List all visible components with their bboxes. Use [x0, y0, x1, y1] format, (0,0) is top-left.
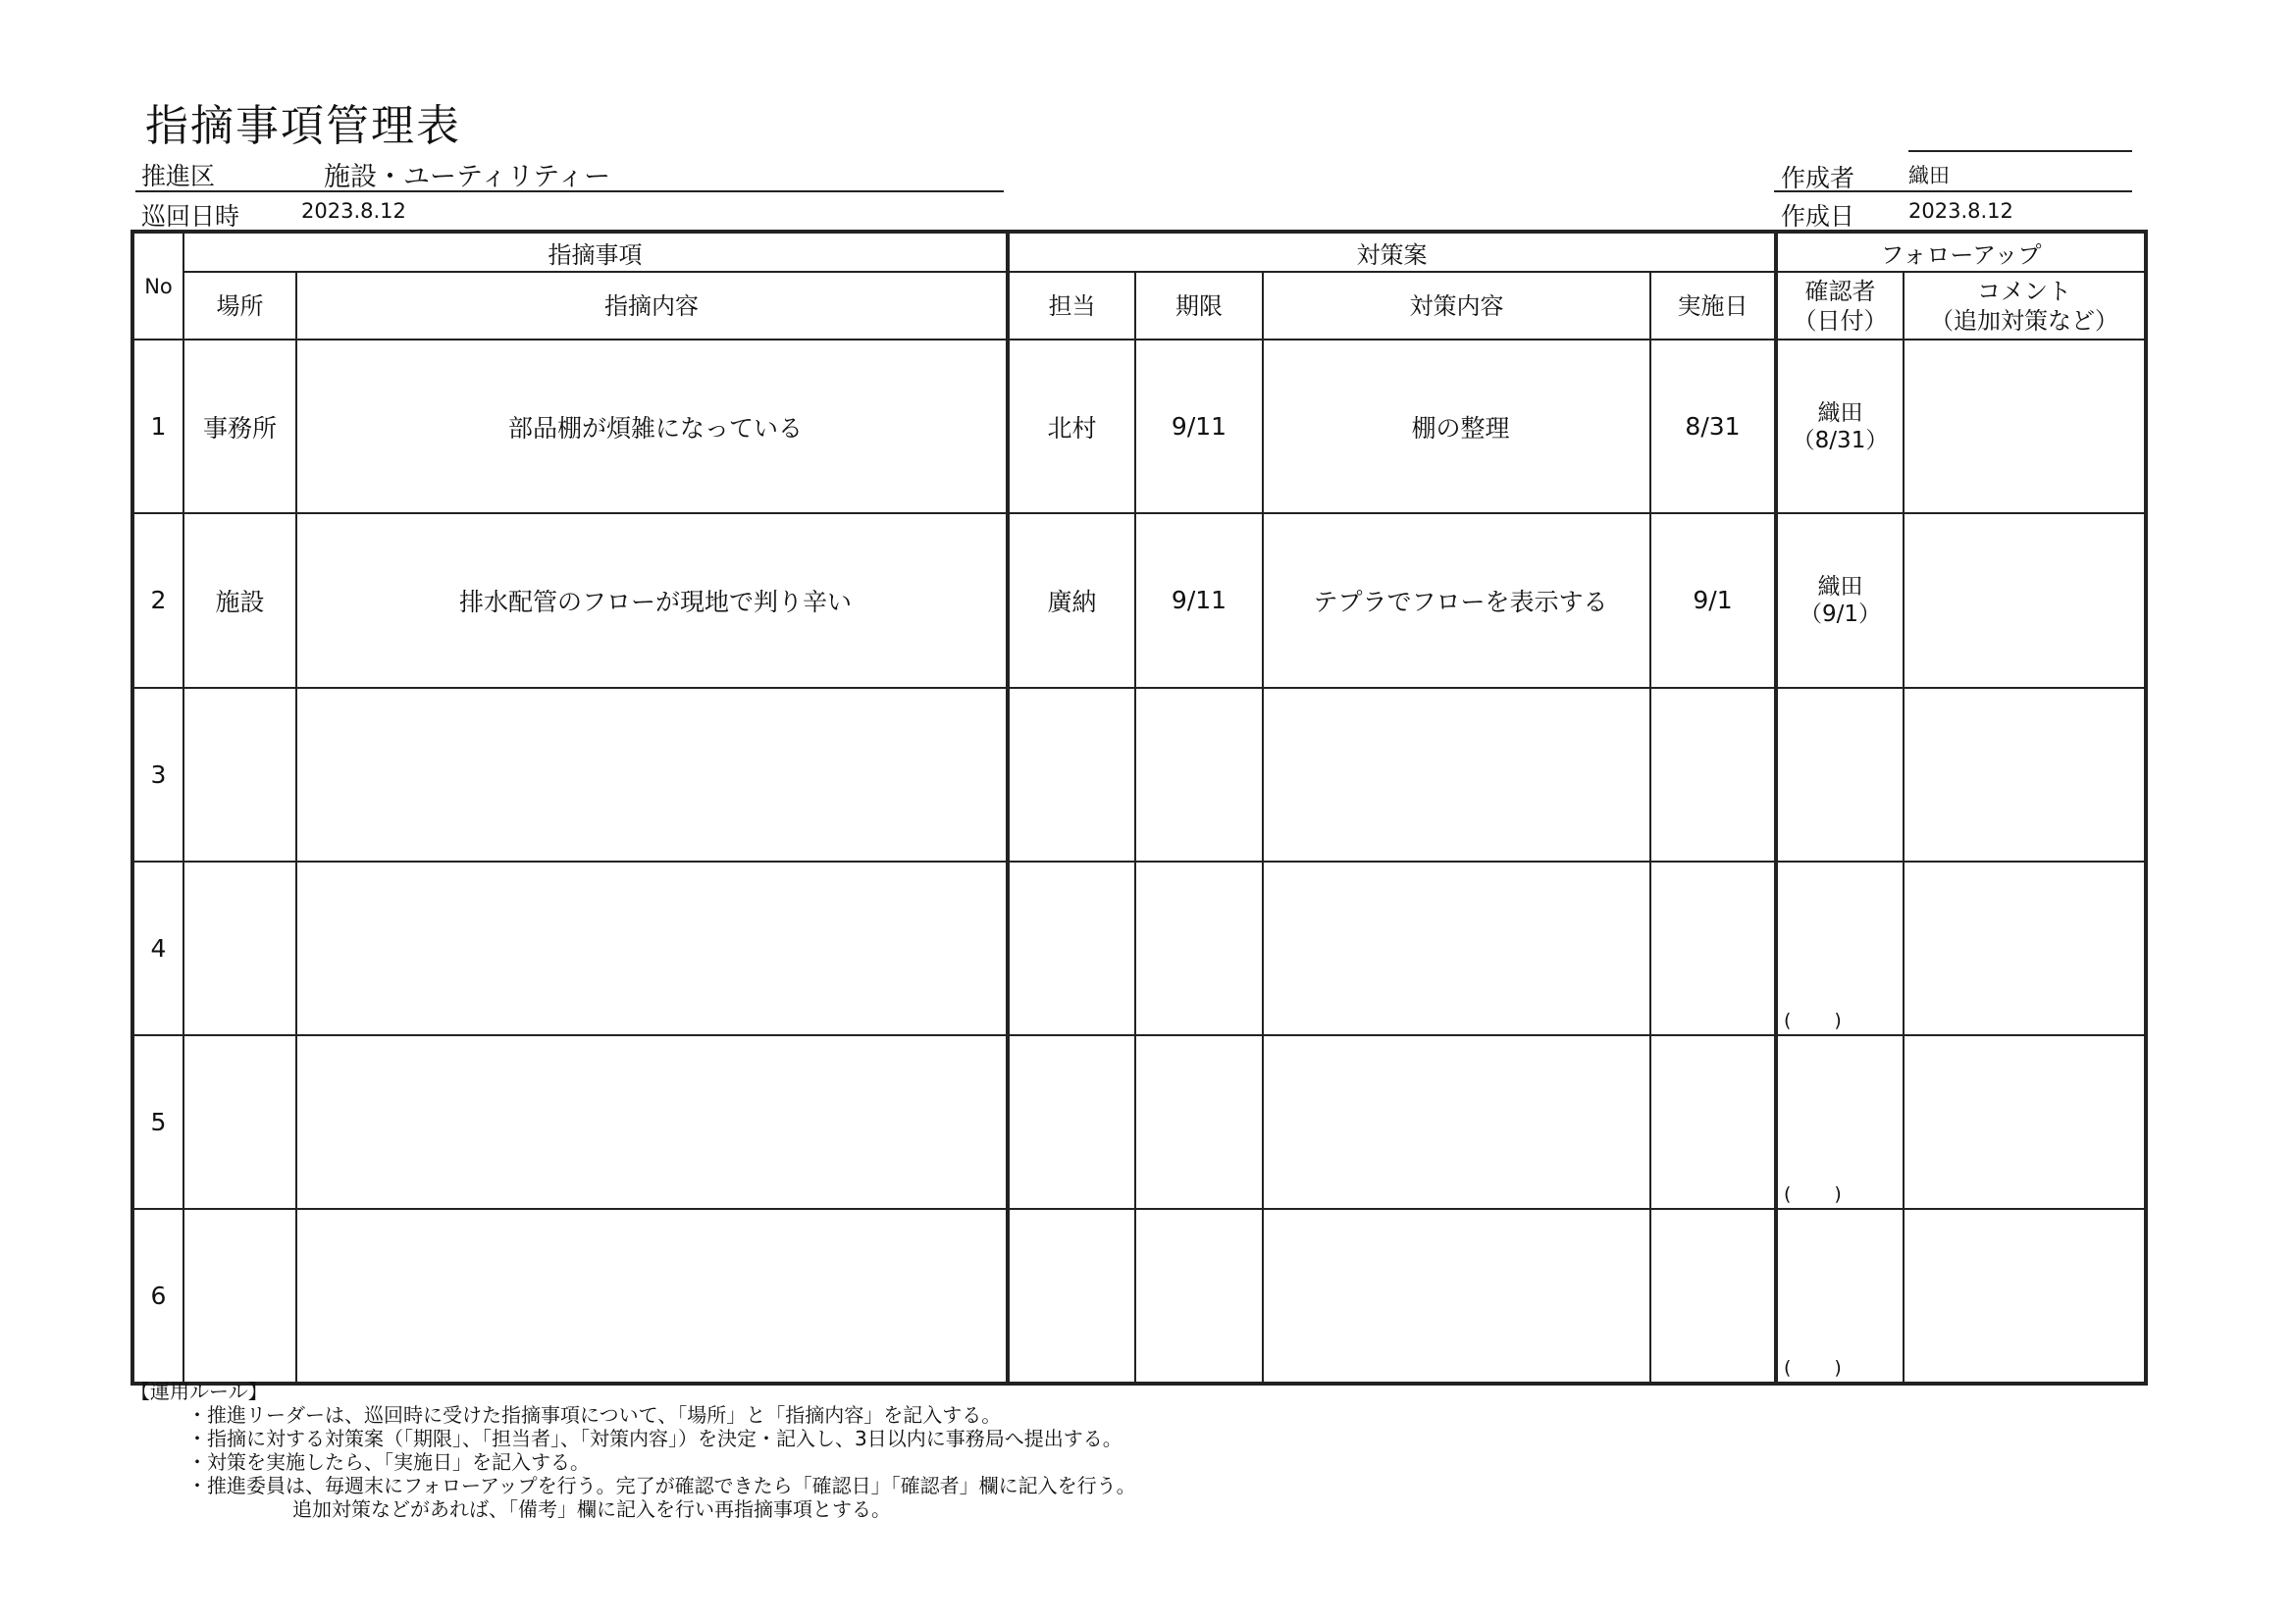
deadline-cell[interactable]: 9/11	[1135, 340, 1263, 513]
done-date-cell[interactable]	[1650, 862, 1776, 1035]
area-underline	[135, 190, 1004, 192]
confirmer-header-line2: （日付）	[1793, 306, 1888, 335]
confirmer-name: 織田	[1817, 573, 1863, 600]
author-label: 作成者	[1781, 164, 1855, 192]
confirmer-cell[interactable]	[1776, 1209, 1904, 1384]
owner-cell[interactable]	[1008, 862, 1135, 1035]
confirmer-cell[interactable]	[1776, 862, 1904, 1035]
owner-cell[interactable]	[1008, 688, 1135, 862]
done-date-cell[interactable]	[1650, 1209, 1776, 1384]
location-cell[interactable]	[183, 1209, 296, 1384]
row-number: 6	[132, 1209, 183, 1384]
created-label: 作成日	[1781, 202, 1855, 231]
comment-cell[interactable]	[1904, 513, 2146, 687]
content-cell[interactable]: 排水配管のフローが現地で判り辛い	[296, 513, 1008, 687]
row-number: 2	[132, 513, 183, 687]
confirm-date: （8/31）	[1792, 427, 1889, 453]
author-topline	[1908, 150, 2132, 152]
row-number: 4	[132, 862, 183, 1035]
measure-header: 対策内容	[1263, 272, 1650, 340]
rule-item: ・推進委員は、毎週末にフォローアップを行う。完了が確認できたら「確認日」「確認者」欄に記入を行う。	[187, 1474, 1136, 1497]
confirmer-header	[1776, 272, 1904, 340]
row-number: 3	[132, 688, 183, 862]
table-row	[132, 1209, 2146, 1384]
table-row	[132, 688, 2146, 862]
table-row	[132, 340, 2146, 513]
comment-cell[interactable]	[1904, 862, 2146, 1035]
confirmer-header-line1: 確認者	[1804, 277, 1876, 305]
content-cell[interactable]	[296, 1035, 1008, 1209]
measure-cell[interactable]	[1263, 862, 1650, 1035]
table-row	[132, 862, 2146, 1035]
done-date-cell[interactable]: 9/1	[1650, 513, 1776, 687]
patrol-date-value: 2023.8.12	[301, 199, 406, 223]
author-underline	[1774, 190, 2132, 192]
location-cell[interactable]: 施設	[183, 513, 296, 687]
document-title: 指摘事項管理表	[145, 101, 461, 151]
operating-rules	[130, 1380, 1136, 1521]
measure-cell[interactable]	[1263, 1209, 1650, 1384]
content-header: 指摘内容	[296, 272, 1008, 340]
confirmer-cell[interactable]	[1776, 688, 1904, 862]
findings-table	[130, 230, 2148, 1386]
created-value: 2023.8.12	[1908, 199, 2013, 223]
comment-header	[1904, 272, 2146, 340]
owner-cell[interactable]	[1008, 1209, 1135, 1384]
rule-item: ・対策を実施したら、「実施日」を記入する。	[187, 1450, 590, 1474]
location-cell[interactable]	[183, 1035, 296, 1209]
deadline-cell[interactable]	[1135, 1209, 1263, 1384]
measure-cell[interactable]	[1263, 688, 1650, 862]
measure-cell[interactable]	[1263, 1035, 1650, 1209]
deadline-header: 期限	[1135, 272, 1263, 340]
area-value: 施設・ユーティリティー	[324, 162, 611, 192]
countermeasures-group-header: 対策案	[1008, 232, 1776, 272]
done-date-cell[interactable]	[1650, 688, 1776, 862]
deadline-cell[interactable]	[1135, 688, 1263, 862]
followup-group-header: フォローアップ	[1776, 232, 2146, 272]
author-value: 織田	[1908, 164, 1950, 187]
rules-heading: 【運用ルール】	[130, 1380, 268, 1403]
owner-cell[interactable]: 北村	[1008, 340, 1135, 513]
location-cell[interactable]: 事務所	[183, 340, 296, 513]
patrol-date-label: 巡回日時	[141, 202, 240, 231]
comment-cell[interactable]	[1904, 1209, 2146, 1384]
confirmer-cell[interactable]	[1776, 340, 1904, 513]
confirmer-name: 織田	[1817, 399, 1863, 426]
done-date-cell[interactable]	[1650, 1035, 1776, 1209]
confirm-date-placeholder: ( )	[1784, 1357, 1844, 1379]
content-cell[interactable]	[296, 1209, 1008, 1384]
deadline-cell[interactable]	[1135, 1035, 1263, 1209]
comment-cell[interactable]	[1904, 340, 2146, 513]
row-number: 5	[132, 1035, 183, 1209]
rule-item: ・指摘に対する対策案（「期限」、「担当者」、「対策内容」）を決定・記入し、3日以内に事務局へ提出する。	[187, 1427, 1122, 1450]
content-cell[interactable]	[296, 862, 1008, 1035]
comment-cell[interactable]	[1904, 1035, 2146, 1209]
rule-continuation: 追加対策などがあれば、「備考」欄に記入を行い再指摘事項とする。	[292, 1497, 891, 1521]
confirmer-cell[interactable]	[1776, 513, 1904, 687]
location-header: 場所	[183, 272, 296, 340]
confirmer-cell[interactable]	[1776, 1035, 1904, 1209]
findings-group-header: 指摘事項	[183, 232, 1008, 272]
no-header: No	[132, 232, 183, 340]
location-cell[interactable]	[183, 862, 296, 1035]
deadline-cell[interactable]: 9/11	[1135, 513, 1263, 687]
owner-cell[interactable]: 廣納	[1008, 513, 1135, 687]
confirm-date: （9/1）	[1799, 601, 1881, 627]
measure-cell[interactable]: 棚の整理	[1263, 340, 1650, 513]
table-row	[132, 1035, 2146, 1209]
deadline-cell[interactable]	[1135, 862, 1263, 1035]
owner-cell[interactable]	[1008, 1035, 1135, 1209]
row-number: 1	[132, 340, 183, 513]
measure-cell[interactable]: テプラでフローを表示する	[1263, 513, 1650, 687]
table-row	[132, 513, 2146, 687]
location-cell[interactable]	[183, 688, 296, 862]
confirm-date-placeholder: ( )	[1784, 1009, 1844, 1031]
confirm-date-placeholder: ( )	[1784, 1182, 1844, 1205]
area-label: 推進区	[141, 162, 216, 190]
done-date-cell[interactable]: 8/31	[1650, 340, 1776, 513]
content-cell[interactable]	[296, 688, 1008, 862]
done-date-header: 実施日	[1650, 272, 1776, 340]
comment-cell[interactable]	[1904, 688, 2146, 862]
comment-header-line1: コメント	[1977, 277, 2071, 305]
content-cell[interactable]: 部品棚が煩雑になっている	[296, 340, 1008, 513]
rule-item: ・推進リーダーは、巡回時に受けた指摘事項について、「場所」と「指摘内容」を記入する。	[187, 1403, 1002, 1427]
comment-header-line2: （追加対策など）	[1930, 306, 2118, 335]
owner-header: 担当	[1008, 272, 1135, 340]
